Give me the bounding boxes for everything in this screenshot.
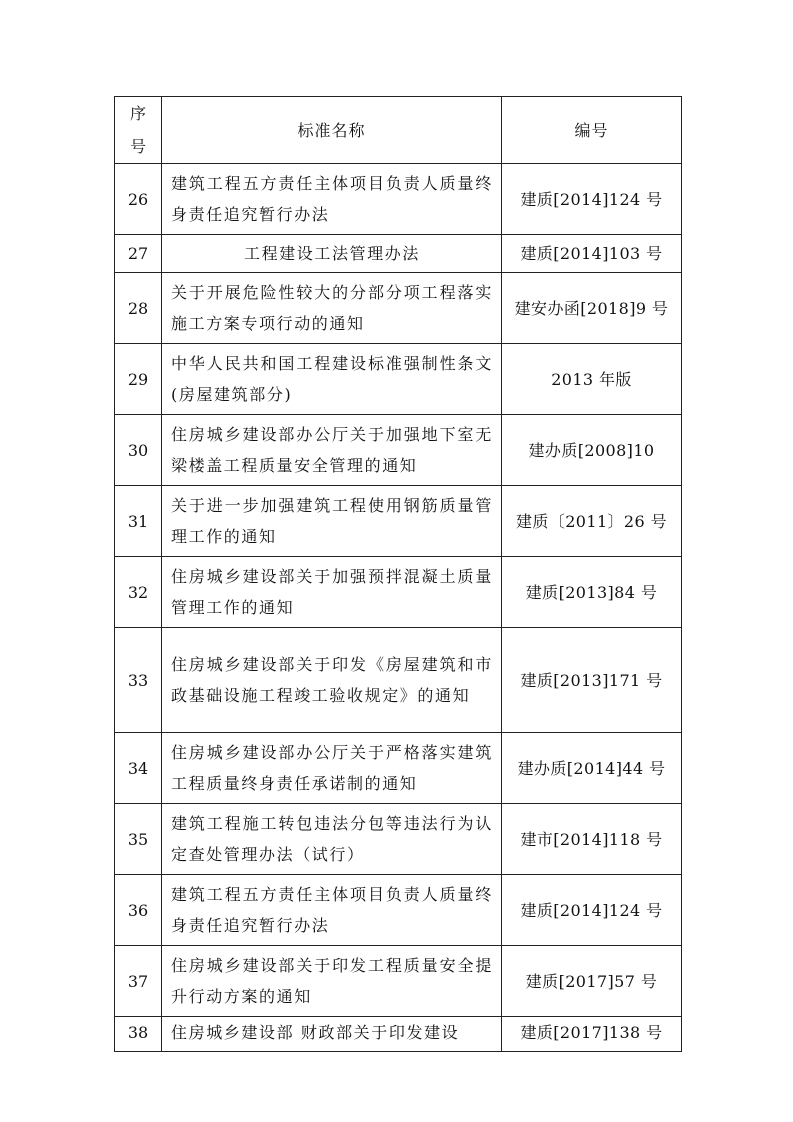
table-row <box>115 875 682 946</box>
row-standard-name: 中华人民共和国工程建设标准强制性条文(房屋建筑部分) <box>162 344 502 415</box>
row-code: 建质[2013]171 号 <box>502 628 682 733</box>
row-number: 32 <box>115 557 162 628</box>
row-code: 建质[2017]138 号 <box>502 1017 682 1052</box>
row-code: 建办质[2008]10 <box>502 415 682 486</box>
row-code: 建质[2014]124 号 <box>502 875 682 946</box>
row-standard-name: 住房城乡建设部办公厅关于严格落实建筑工程质量终身责任承诺制的通知 <box>162 733 502 804</box>
row-standard-name: 建筑工程五方责任主体项目负责人质量终身责任追究暂行办法 <box>162 875 502 946</box>
row-standard-name: 工程建设工法管理办法 <box>162 235 502 273</box>
row-number: 35 <box>115 804 162 875</box>
row-standard-name: 建筑工程五方责任主体项目负责人质量终身责任追究暂行办法 <box>162 164 502 235</box>
table-row <box>115 733 682 804</box>
row-standard-name: 住房城乡建设部关于印发《房屋建筑和市政基础设施工程竣工验收规定》的通知 <box>162 628 502 733</box>
row-number: 37 <box>115 946 162 1017</box>
row-number: 27 <box>115 235 162 273</box>
row-number: 28 <box>115 273 162 344</box>
row-number: 30 <box>115 415 162 486</box>
row-number: 26 <box>115 164 162 235</box>
row-code: 建质[2014]124 号 <box>502 164 682 235</box>
table-row <box>115 486 682 557</box>
row-number: 33 <box>115 628 162 733</box>
row-number: 36 <box>115 875 162 946</box>
table-row <box>115 804 682 875</box>
header-number: 序 号 <box>115 97 162 164</box>
row-code: 建质[2014]103 号 <box>502 235 682 273</box>
row-standard-name: 建筑工程施工转包违法分包等违法行为认定查处管理办法（试行） <box>162 804 502 875</box>
table-row <box>115 415 682 486</box>
table-row <box>115 235 682 273</box>
header-code: 编号 <box>502 97 682 164</box>
row-number: 38 <box>115 1017 162 1052</box>
row-standard-name: 住房城乡建设部关于加强预拌混凝土质量管理工作的通知 <box>162 557 502 628</box>
row-standard-name: 关于开展危险性较大的分部分项工程落实施工方案专项行动的通知 <box>162 273 502 344</box>
table-row <box>115 273 682 344</box>
row-standard-name: 住房城乡建设部办公厅关于加强地下室无梁楼盖工程质量安全管理的通知 <box>162 415 502 486</box>
row-standard-name: 住房城乡建设部 财政部关于印发建设 <box>162 1017 502 1052</box>
row-number: 29 <box>115 344 162 415</box>
table-row <box>115 1017 682 1052</box>
row-number: 31 <box>115 486 162 557</box>
table-row <box>115 344 682 415</box>
row-code: 建质[2017]57 号 <box>502 946 682 1017</box>
row-code: 建质[2013]84 号 <box>502 557 682 628</box>
row-standard-name: 住房城乡建设部关于印发工程质量安全提升行动方案的通知 <box>162 946 502 1017</box>
row-code: 建安办函[2018]9 号 <box>502 273 682 344</box>
header-standard-name: 标准名称 <box>162 97 502 164</box>
table-row <box>115 557 682 628</box>
row-code: 建质〔2011〕26 号 <box>502 486 682 557</box>
row-number: 34 <box>115 733 162 804</box>
table-row <box>115 164 682 235</box>
row-code: 建办质[2014]44 号 <box>502 733 682 804</box>
table-row <box>115 946 682 1017</box>
standards-table <box>114 96 682 1052</box>
row-code: 建市[2014]118 号 <box>502 804 682 875</box>
row-code: 2013 年版 <box>502 344 682 415</box>
row-standard-name: 关于进一步加强建筑工程使用钢筋质量管理工作的通知 <box>162 486 502 557</box>
table-header-row <box>115 97 682 164</box>
table-row <box>115 628 682 733</box>
